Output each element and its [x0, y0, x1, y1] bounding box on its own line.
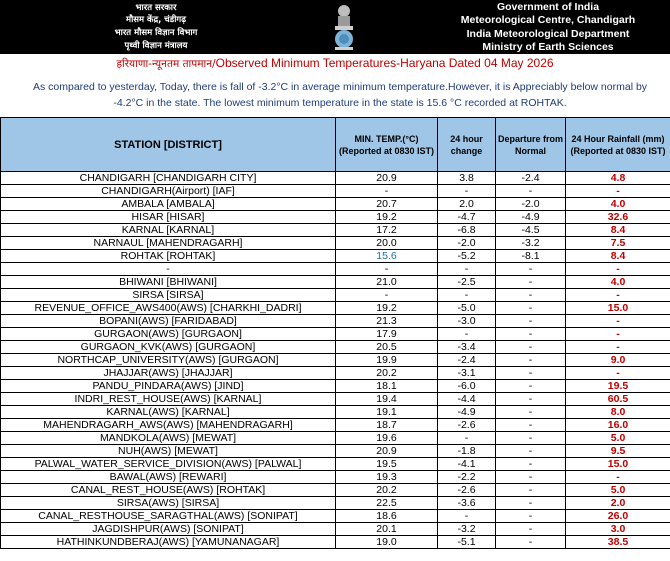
min-temp-cell: 19.2 — [336, 302, 438, 315]
table-row — [1, 341, 670, 354]
rainfall-cell: - — [566, 471, 670, 484]
station-cell: KARNAL [KARNAL] — [1, 224, 336, 237]
rainfall-cell: 8.4 — [566, 250, 670, 263]
min-temp-cell: 18.6 — [336, 510, 438, 523]
change-cell: -2.6 — [438, 419, 496, 432]
station-cell: CHANDIGARH [CHANDIGARH CITY] — [1, 172, 336, 185]
rainfall-cell: 4.8 — [566, 172, 670, 185]
min-temp-cell: 19.4 — [336, 393, 438, 406]
change-cell: -4.4 — [438, 393, 496, 406]
min-temp-cell: 19.9 — [336, 354, 438, 367]
departure-cell: - — [496, 536, 566, 549]
rainfall-cell: 15.0 — [566, 458, 670, 471]
min-temp-cell: 17.2 — [336, 224, 438, 237]
station-cell: - — [1, 263, 336, 276]
table-row — [1, 211, 670, 224]
table-row — [1, 250, 670, 263]
station-cell: NORTHCAP_UNIVERSITY(AWS) [GURGAON] — [1, 354, 336, 367]
min-temp-cell: 19.2 — [336, 211, 438, 224]
min-temp-cell: - — [336, 289, 438, 302]
station-cell: CANAL_REST_HOUSE(AWS) [ROHTAK] — [1, 484, 336, 497]
station-cell: BAWAL(AWS) [REWARI] — [1, 471, 336, 484]
summary-text: As compared to yesterday, Today, there is fall of -3.2°C in average minimum temperature.However, it is Appreciably below normal by -4.2°C in the state. The lowest minimum temperature in the state is 15.6 °C recorded at ROHTAK. — [32, 81, 648, 109]
min-temp-cell: 19.1 — [336, 406, 438, 419]
change-cell: 2.0 — [438, 198, 496, 211]
table-row — [1, 432, 670, 445]
min-temp-cell: 22.5 — [336, 497, 438, 510]
table-row — [1, 198, 670, 211]
min-temp-cell: 17.9 — [336, 328, 438, 341]
station-cell: HATHINKUNDBERAJ(AWS) [YAMUNANAGAR] — [1, 536, 336, 549]
rainfall-cell: - — [566, 341, 670, 354]
change-cell: -4.1 — [438, 458, 496, 471]
change-cell: -2.2 — [438, 471, 496, 484]
station-cell: GURGAON(AWS) [GURGAON] — [1, 328, 336, 341]
min-temp-cell: 18.1 — [336, 380, 438, 393]
min-temp-cell: 20.0 — [336, 237, 438, 250]
station-cell: NARNAUL [MAHENDRAGARH] — [1, 237, 336, 250]
header-hindi-line-2: मौसम केंद्र, चंडीगढ़ — [125, 15, 187, 25]
change-cell: - — [438, 328, 496, 341]
departure-cell: - — [496, 341, 566, 354]
station-cell: REVENUE_OFFICE_AWS400(AWS) [CHARKHI_DADRI] — [1, 302, 336, 315]
rainfall-cell: - — [566, 289, 670, 302]
table-row — [1, 536, 670, 549]
station-cell: KARNAL(AWS) [KARNAL] — [1, 406, 336, 419]
table-row — [1, 276, 670, 289]
departure-cell: -8.1 — [496, 250, 566, 263]
departure-cell: - — [496, 484, 566, 497]
table-row — [1, 315, 670, 328]
rainfall-cell: 32.6 — [566, 211, 670, 224]
departure-cell: - — [496, 185, 566, 198]
table-row — [1, 445, 670, 458]
header-english-line-3: India Meteorological Department — [466, 28, 630, 40]
table-row — [1, 484, 670, 497]
departure-cell: -4.9 — [496, 211, 566, 224]
change-cell: -5.2 — [438, 250, 496, 263]
change-cell: -2.6 — [438, 484, 496, 497]
table-row — [1, 497, 670, 510]
page-title-english: Observed Minimum Temperatures-Haryana Dated 04 May 2026 — [215, 56, 554, 70]
min-temp-cell: 20.9 — [336, 445, 438, 458]
station-cell: CANAL_RESTHOUSE_SARAGTHAL(AWS) [SONIPAT] — [1, 510, 336, 523]
departure-cell: - — [496, 510, 566, 523]
change-cell: -3.0 — [438, 315, 496, 328]
min-temp-cell: 20.9 — [336, 172, 438, 185]
rainfall-cell: 15.0 — [566, 302, 670, 315]
departure-cell: - — [496, 380, 566, 393]
rainfall-cell: 7.5 — [566, 237, 670, 250]
rainfall-cell: 9.0 — [566, 354, 670, 367]
table-row — [1, 393, 670, 406]
header-departure: Departure from Normal — [496, 118, 566, 172]
page-title — [0, 54, 670, 72]
table-row — [1, 263, 670, 276]
station-cell: CHANDIGARH(Airport) [IAF] — [1, 185, 336, 198]
header-banner — [0, 0, 670, 54]
min-temp-cell: 19.3 — [336, 471, 438, 484]
departure-cell: - — [496, 276, 566, 289]
header-min-temp: MIN. TEMP.(°C) (Reported at 0830 IST) — [336, 118, 438, 172]
departure-cell: -3.2 — [496, 237, 566, 250]
change-cell: - — [438, 263, 496, 276]
change-cell: 3.8 — [438, 172, 496, 185]
table-row — [1, 172, 670, 185]
rainfall-cell: 3.0 — [566, 523, 670, 536]
change-cell: - — [438, 289, 496, 302]
rainfall-cell: 4.0 — [566, 198, 670, 211]
header-hindi-line-3: भारत मौसम विज्ञान विभाग — [114, 28, 198, 38]
change-cell: -3.2 — [438, 523, 496, 536]
rainfall-cell: - — [566, 315, 670, 328]
header-english-line-2: Meteorological Centre, Chandigarh — [460, 14, 636, 26]
table-row — [1, 367, 670, 380]
departure-cell: - — [496, 458, 566, 471]
min-temp-cell: 20.1 — [336, 523, 438, 536]
change-cell: -4.7 — [438, 211, 496, 224]
rainfall-cell: 4.0 — [566, 276, 670, 289]
departure-cell: - — [496, 419, 566, 432]
change-cell: -1.8 — [438, 445, 496, 458]
table-row — [1, 224, 670, 237]
table-row — [1, 471, 670, 484]
min-temp-cell: 20.2 — [336, 367, 438, 380]
rainfall-cell: 60.5 — [566, 393, 670, 406]
rainfall-cell: 5.0 — [566, 432, 670, 445]
rainfall-cell: 2.0 — [566, 497, 670, 510]
station-cell: NUH(AWS) [MEWAT] — [1, 445, 336, 458]
departure-cell: - — [496, 367, 566, 380]
station-cell: GURGAON_KVK(AWS) [GURGAON] — [1, 341, 336, 354]
departure-cell: - — [496, 406, 566, 419]
change-cell: -6.8 — [438, 224, 496, 237]
departure-cell: - — [496, 523, 566, 536]
min-temp-cell: 20.5 — [336, 341, 438, 354]
station-cell: BHIWANI [BHIWANI] — [1, 276, 336, 289]
rainfall-cell: 5.0 — [566, 484, 670, 497]
min-temp-cell: 20.2 — [336, 484, 438, 497]
table-row — [1, 302, 670, 315]
departure-cell: - — [496, 445, 566, 458]
national-emblem-icon — [327, 2, 361, 52]
station-cell: JHAJJAR(AWS) [JHAJJAR] — [1, 367, 336, 380]
departure-cell: - — [496, 315, 566, 328]
change-cell: -3.4 — [438, 341, 496, 354]
header-english-line-4: Ministry of Earth Sciences — [482, 41, 614, 53]
table-row — [1, 510, 670, 523]
header-rainfall: 24 Hour Rainfall (mm) (Reported at 0830 IST) — [566, 118, 670, 172]
station-cell: SIRSA(AWS) [SIRSA] — [1, 497, 336, 510]
table-row — [1, 419, 670, 432]
rainfall-cell: - — [566, 185, 670, 198]
table-row — [1, 523, 670, 536]
rainfall-cell: 9.5 — [566, 445, 670, 458]
change-cell: -4.9 — [438, 406, 496, 419]
station-cell: BOPANI(AWS) [FARIDABAD] — [1, 315, 336, 328]
table-row — [1, 380, 670, 393]
min-temp-cell: 19.5 — [336, 458, 438, 471]
change-cell: - — [438, 510, 496, 523]
departure-cell: - — [496, 302, 566, 315]
min-temp-cell: 15.6 — [336, 250, 438, 263]
table-row — [1, 354, 670, 367]
departure-cell: -4.5 — [496, 224, 566, 237]
station-cell: HISAR [HISAR] — [1, 211, 336, 224]
station-cell: PALWAL_WATER_SERVICE_DIVISION(AWS) [PALWAL] — [1, 458, 336, 471]
departure-cell: - — [496, 354, 566, 367]
header-24h-change: 24 hour change — [438, 118, 496, 172]
departure-cell: - — [496, 328, 566, 341]
rainfall-cell: 8.0 — [566, 406, 670, 419]
min-temp-cell: - — [336, 263, 438, 276]
departure-cell: - — [496, 432, 566, 445]
table-row — [1, 406, 670, 419]
departure-cell: - — [496, 497, 566, 510]
rainfall-cell: 19.5 — [566, 380, 670, 393]
table-row — [1, 289, 670, 302]
change-cell: -6.0 — [438, 380, 496, 393]
min-temp-cell: 21.3 — [336, 315, 438, 328]
rainfall-cell: 26.0 — [566, 510, 670, 523]
station-cell: MANDKOLA(AWS) [MEWAT] — [1, 432, 336, 445]
departure-cell: -2.0 — [496, 198, 566, 211]
change-cell: - — [438, 185, 496, 198]
min-temp-cell: 18.7 — [336, 419, 438, 432]
departure-cell: - — [496, 393, 566, 406]
rainfall-cell: 8.4 — [566, 224, 670, 237]
station-cell: ROHTAK [ROHTAK] — [1, 250, 336, 263]
change-cell: -2.5 — [438, 276, 496, 289]
change-cell: -3.1 — [438, 367, 496, 380]
min-temp-cell: 19.6 — [336, 432, 438, 445]
table-row — [1, 185, 670, 198]
departure-cell: - — [496, 289, 566, 302]
change-cell: -2.0 — [438, 237, 496, 250]
min-temp-cell: 21.0 — [336, 276, 438, 289]
station-cell: PANDU_PINDARA(AWS) [JIND] — [1, 380, 336, 393]
table-row — [1, 458, 670, 471]
change-cell: -5.1 — [438, 536, 496, 549]
change-cell: - — [438, 432, 496, 445]
rainfall-cell: - — [566, 367, 670, 380]
header-english-line-1: Government of India — [496, 1, 600, 13]
station-cell: INDRI_REST_HOUSE(AWS) [KARNAL] — [1, 393, 336, 406]
rainfall-cell: - — [566, 328, 670, 341]
header-hindi-line-4: पृथ्वी विज्ञान मंत्रालय — [124, 41, 188, 51]
header-hindi-line-1: भारत सरकार — [135, 3, 177, 13]
departure-cell: -2.4 — [496, 172, 566, 185]
min-temp-cell: 20.7 — [336, 198, 438, 211]
change-cell: -5.0 — [438, 302, 496, 315]
station-cell: AMBALA [AMBALA] — [1, 198, 336, 211]
min-temp-cell: 19.0 — [336, 536, 438, 549]
change-cell: -2.4 — [438, 354, 496, 367]
table-body — [1, 172, 670, 549]
change-cell: -3.6 — [438, 497, 496, 510]
page-title-hindi: हरियाणा-न्यूनतम तापमान/ — [116, 58, 216, 70]
table-row — [1, 328, 670, 341]
departure-cell: - — [496, 471, 566, 484]
station-cell: JAGDISHPUR(AWS) [SONIPAT] — [1, 523, 336, 536]
rainfall-cell: 16.0 — [566, 419, 670, 432]
min-temp-cell: - — [336, 185, 438, 198]
header-station: STATION [DISTRICT] — [1, 118, 336, 172]
table-header-row — [1, 118, 670, 172]
station-cell: SIRSA [SIRSA] — [1, 289, 336, 302]
departure-cell: - — [496, 263, 566, 276]
station-cell: MAHENDRAGARH_AWS(AWS) [MAHENDRAGARH] — [1, 419, 336, 432]
rainfall-cell: 38.5 — [566, 536, 670, 549]
table-row — [1, 237, 670, 250]
temperature-table — [0, 117, 670, 549]
rainfall-cell: - — [566, 263, 670, 276]
